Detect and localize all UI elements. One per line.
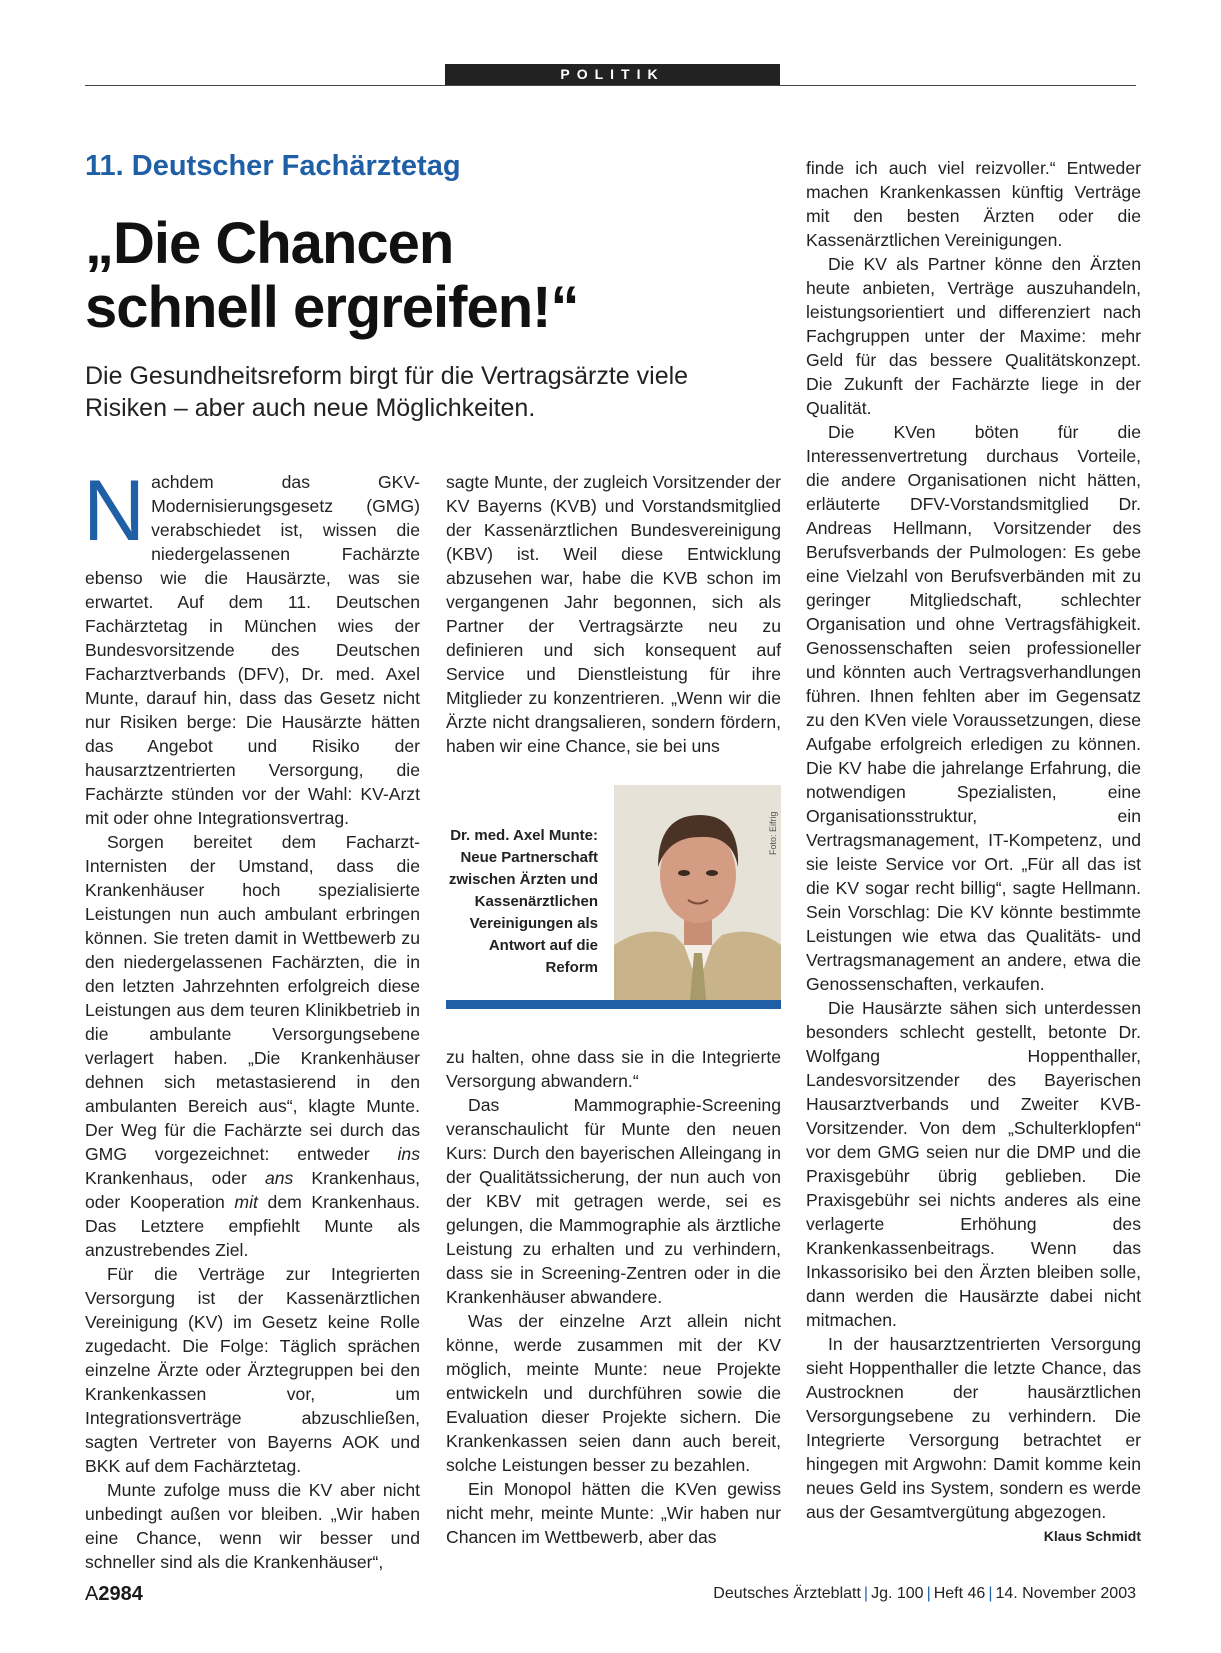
paragraph: Für die Verträge zur Integrierten Versorgung ist der Kassenärztlichen Vereinigung (KV) im Gesetz keine Rolle zugedacht. Die Folge: Täglich sprächen einzelne Ärzte oder Ärztegruppen bei den Krankenkassen vor, um Integrationsverträge abzuschließen, sagten Vertreter von Bayerns AOK und BKK auf dem Fachärztetag. <box>85 1264 420 1476</box>
column-2-top <box>446 470 781 758</box>
paragraph: Die KV als Partner könne den Ärzten heute anbieten, Verträge auszuhandeln, leistungsorientiert und differenziert nach Fachgruppen unter der Maxime: mehr Geld für das bessere Qualitätskonzept. Die Zukunft der Fachärzte liege in der Qualität. <box>806 254 1141 418</box>
paragraph: finde ich auch viel reizvoller.“ Entweder machen Krankenkassen künftig Verträge mit den besten Ärzten oder die Kassenärztlichen Vereinigungen. <box>806 158 1141 250</box>
separator: | <box>988 1585 993 1602</box>
paragraph: sagte Munte, der zugleich Vorsitzender der KV Bayerns (KVB) und Vorstandsmitglied der Kassenärztlichen Bundesvereinigung (KBV) ist. Weil diese Entwicklung abzusehen war, habe die KVB schon im vergangenen Jahr begonnen, sich als Partner der Vertragsärzte neu zu definieren und sich konsequent auf Service und Dienstleistung für ihre Mitglieder zu konzentrieren. „Wenn wir die Ärzte nicht drangsalieren, sondern fördern, haben wir eine Chance, sie bei uns <box>446 472 781 756</box>
section-label: POLITIK <box>445 64 780 85</box>
paragraph-text: achdem das GKV-Modernisierungsgesetz (GMG) verabschiedet ist, wissen die niedergelassenen Fachärzte ebenso wie die Hausärzte, was sie erwartet. Auf dem 11. Deutschen Fachärztetag in München wies der Bundesvorsitzende des Deutschen Facharztverbands (DFV), Dr. med. Axel Munte, darauf hin, dass das Gesetz nicht nur Risiken berge: Die Hausärzte hätten das Angebot und Risiko der hausarztzentrierten Versorgung, die Fachärzte stünden vor der Wahl: KV-Arzt mit oder ohne Integrationsvertrag. <box>85 472 420 828</box>
photo-box <box>446 785 781 1010</box>
article-subhead: Die Gesundheitsreform birgt für die Vertragsärzte viele Risiken – aber auch neue Möglichkeiten. <box>85 362 689 422</box>
paragraph: Munte zufolge muss die KV aber nicht unbedingt außen vor bleiben. „Wir haben eine Chance, wenn wir besser und schneller sind als die Krankenhäuser“, <box>85 1480 420 1572</box>
paragraph: Die Hausärzte sähen sich unterdessen besonders schlecht gestellt, betonte Dr. Wolfgang Hoppenthaller, Landesvorsitzender des Bayerischen Hausarztverbands und Zweiter KVB-Vorsitzender. Von dem „Schulterklopfen“ vor dem GMG seien nur die DMP und die Praxisgebühr übrig geblieben. Die Praxisgebühr sei nichts anderes als eine verlagerte Erhöhung des Krankenkassenbeitrags. Wenn das Inkassorisiko bei den Ärzten bleiben solle, dann werden die Hausärzte dabei nicht mitmachen. <box>806 998 1141 1330</box>
paragraph <box>83 463 420 830</box>
paragraph: Das Mammographie-Screening veranschaulicht für Munte den neuen Kurs: Durch den bayerischen Alleingang in der Qualitätssicherung, der nun auch von der KBV mit getragen werde, sei es gelungen, die Mammographie als ärztliche Leistung zu erhalten und zu verhindern, dass sie in Screening-Zentren oder in die Krankenhäuser abwandere. <box>446 1095 781 1307</box>
column-1 <box>83 463 420 1574</box>
headline-line-1: „Die Chancen <box>85 211 454 276</box>
photo-caption: Dr. med. Axel Munte: Neue Partnerschaft zwischen Ärzten und Kassenärztlichen Vereinigungen als Antwort auf die Reform <box>448 827 598 976</box>
section-rule <box>85 85 1136 86</box>
paragraph-text: Krankenhaus, oder Kooperation <box>85 1168 420 1212</box>
paragraph <box>85 830 420 1262</box>
journal-issue: Heft 46 <box>933 1585 986 1602</box>
publication-date: 14. November 2003 <box>995 1585 1136 1602</box>
photo-accent-bar <box>446 1000 781 1009</box>
paragraph-text: Krankenhaus, oder <box>85 1168 265 1188</box>
article-kicker: 11. Deutscher Fachärztetag <box>85 150 461 182</box>
photo-credit: Foto: Eifrig <box>768 811 778 855</box>
emphasis: ins <box>397 1144 420 1164</box>
separator: | <box>863 1585 869 1602</box>
page-number-value: 2984 <box>98 1583 143 1605</box>
column-2-bottom <box>446 1045 781 1549</box>
column-3 <box>806 156 1141 1548</box>
page-number <box>85 1583 143 1606</box>
emphasis: mit <box>234 1192 258 1212</box>
paragraph-text: dem Krankenhaus. Das Letztere empfiehlt Munte als anzustrebendes Ziel. <box>85 1192 420 1260</box>
journal-volume: Jg. 100 <box>871 1585 924 1602</box>
paragraph-text: In der hausarztzentrierten Versorgung sieht Hoppenthaller die letzte Chance, das Austrocknen der hausärztlichen Versorgungsebene zu verhindern. Die Integrierte Versorgung betrachtet er hingegen mit Argwohn: Damit komme kein neues Geld ins System, sondern es werde aus der Gesamtvergütung abgezogen. <box>806 1334 1141 1522</box>
author-byline: Klaus Schmidt <box>1043 1528 1141 1544</box>
paragraph: Ein Monopol hätten die KVen gewiss nicht mehr, meinte Munte: „Wir haben nur Chancen im Wettbewerb, aber das <box>446 1479 781 1547</box>
headline-line-2: schnell ergreifen!“ <box>85 275 579 340</box>
article-headline <box>85 212 765 340</box>
emphasis: ans <box>264 1168 294 1188</box>
paragraph-text: Sorgen bereitet dem Facharzt-Internisten der Umstand, dass die Krankenhäuser hoch spezialisierte Leistungen nun auch ambulant erbringen können. Sie treten damit in Wettbewerb zu den niedergelassenen Fachärzten, die in den letzten Jahrzehnten erfolgreich diese Leistungen aus dem teuren Klinikbetrieb in die ambulante Versorgungsebene verlagert haben. „Die Krankenhäuser dehnen sich metastasierend in den ambulanten Bereich aus“, klagte Munte. Der Weg für die Fachärzte sei durch das GMG vorgezeichnet: entweder <box>85 832 420 1164</box>
page-prefix: A <box>85 1583 99 1605</box>
paragraph: Die KVen böten für die Interessenvertretung durchaus Vorteile, die andere Organisationen nicht hätten, erläuterte DFV-Vorstandsmitglied Dr. Andreas Hellmann, Vorsitzender des Berufsverbands der Pulmologen: Es gebe eine Vielzahl von Berufsverbänden mit zu geringer Mitgliedschaft, schlechter Organisation und ohne Vertragsfähigkeit. Genossenschaften seien professioneller und könnten auch Vertragsverhandlungen führen. Ihnen fehlten aber im Gegensatz zu den KVen viele Voraussetzungen, diese Aufgabe erfolgreich erledigen zu können. Die KV habe die jahrelange Erfahrung, die notwendigen Spezialisten, eine Organisationsstruktur, ein Vertragsmanagement, IT-Kompetenz, und sie leiste Service vor Ort. „Für all das ist die KV sogar recht billig“, sagte Hellmann. Sein Vorschlag: Die KV könnte bestimmte Leistungen wie etwa das Qualitäts- und Vertragsmanagement an andere, etwa die Genossenschaften, verkaufen. <box>806 422 1141 994</box>
journal-name: Deutsches Ärzteblatt <box>713 1585 861 1602</box>
separator: | <box>926 1585 931 1602</box>
paragraph: zu halten, ohne dass sie in die Integrierte Versorgung abwandern.“ <box>446 1047 781 1091</box>
portrait-photo <box>614 785 781 1000</box>
paragraph: Was der einzelne Arzt allein nicht könne, werde zusammen mit der KV möglich, meinte Munte: neue Projekte entwickeln und durchführen sowie die Evaluation dieser Projekte sichern. Die Krankenkassen seien dann auch bereit, solche Leistungen besser zu bezahlen. <box>446 1311 781 1475</box>
paragraph <box>806 1332 1141 1544</box>
drop-cap: N <box>83 463 146 559</box>
footer-info <box>713 1585 1136 1603</box>
